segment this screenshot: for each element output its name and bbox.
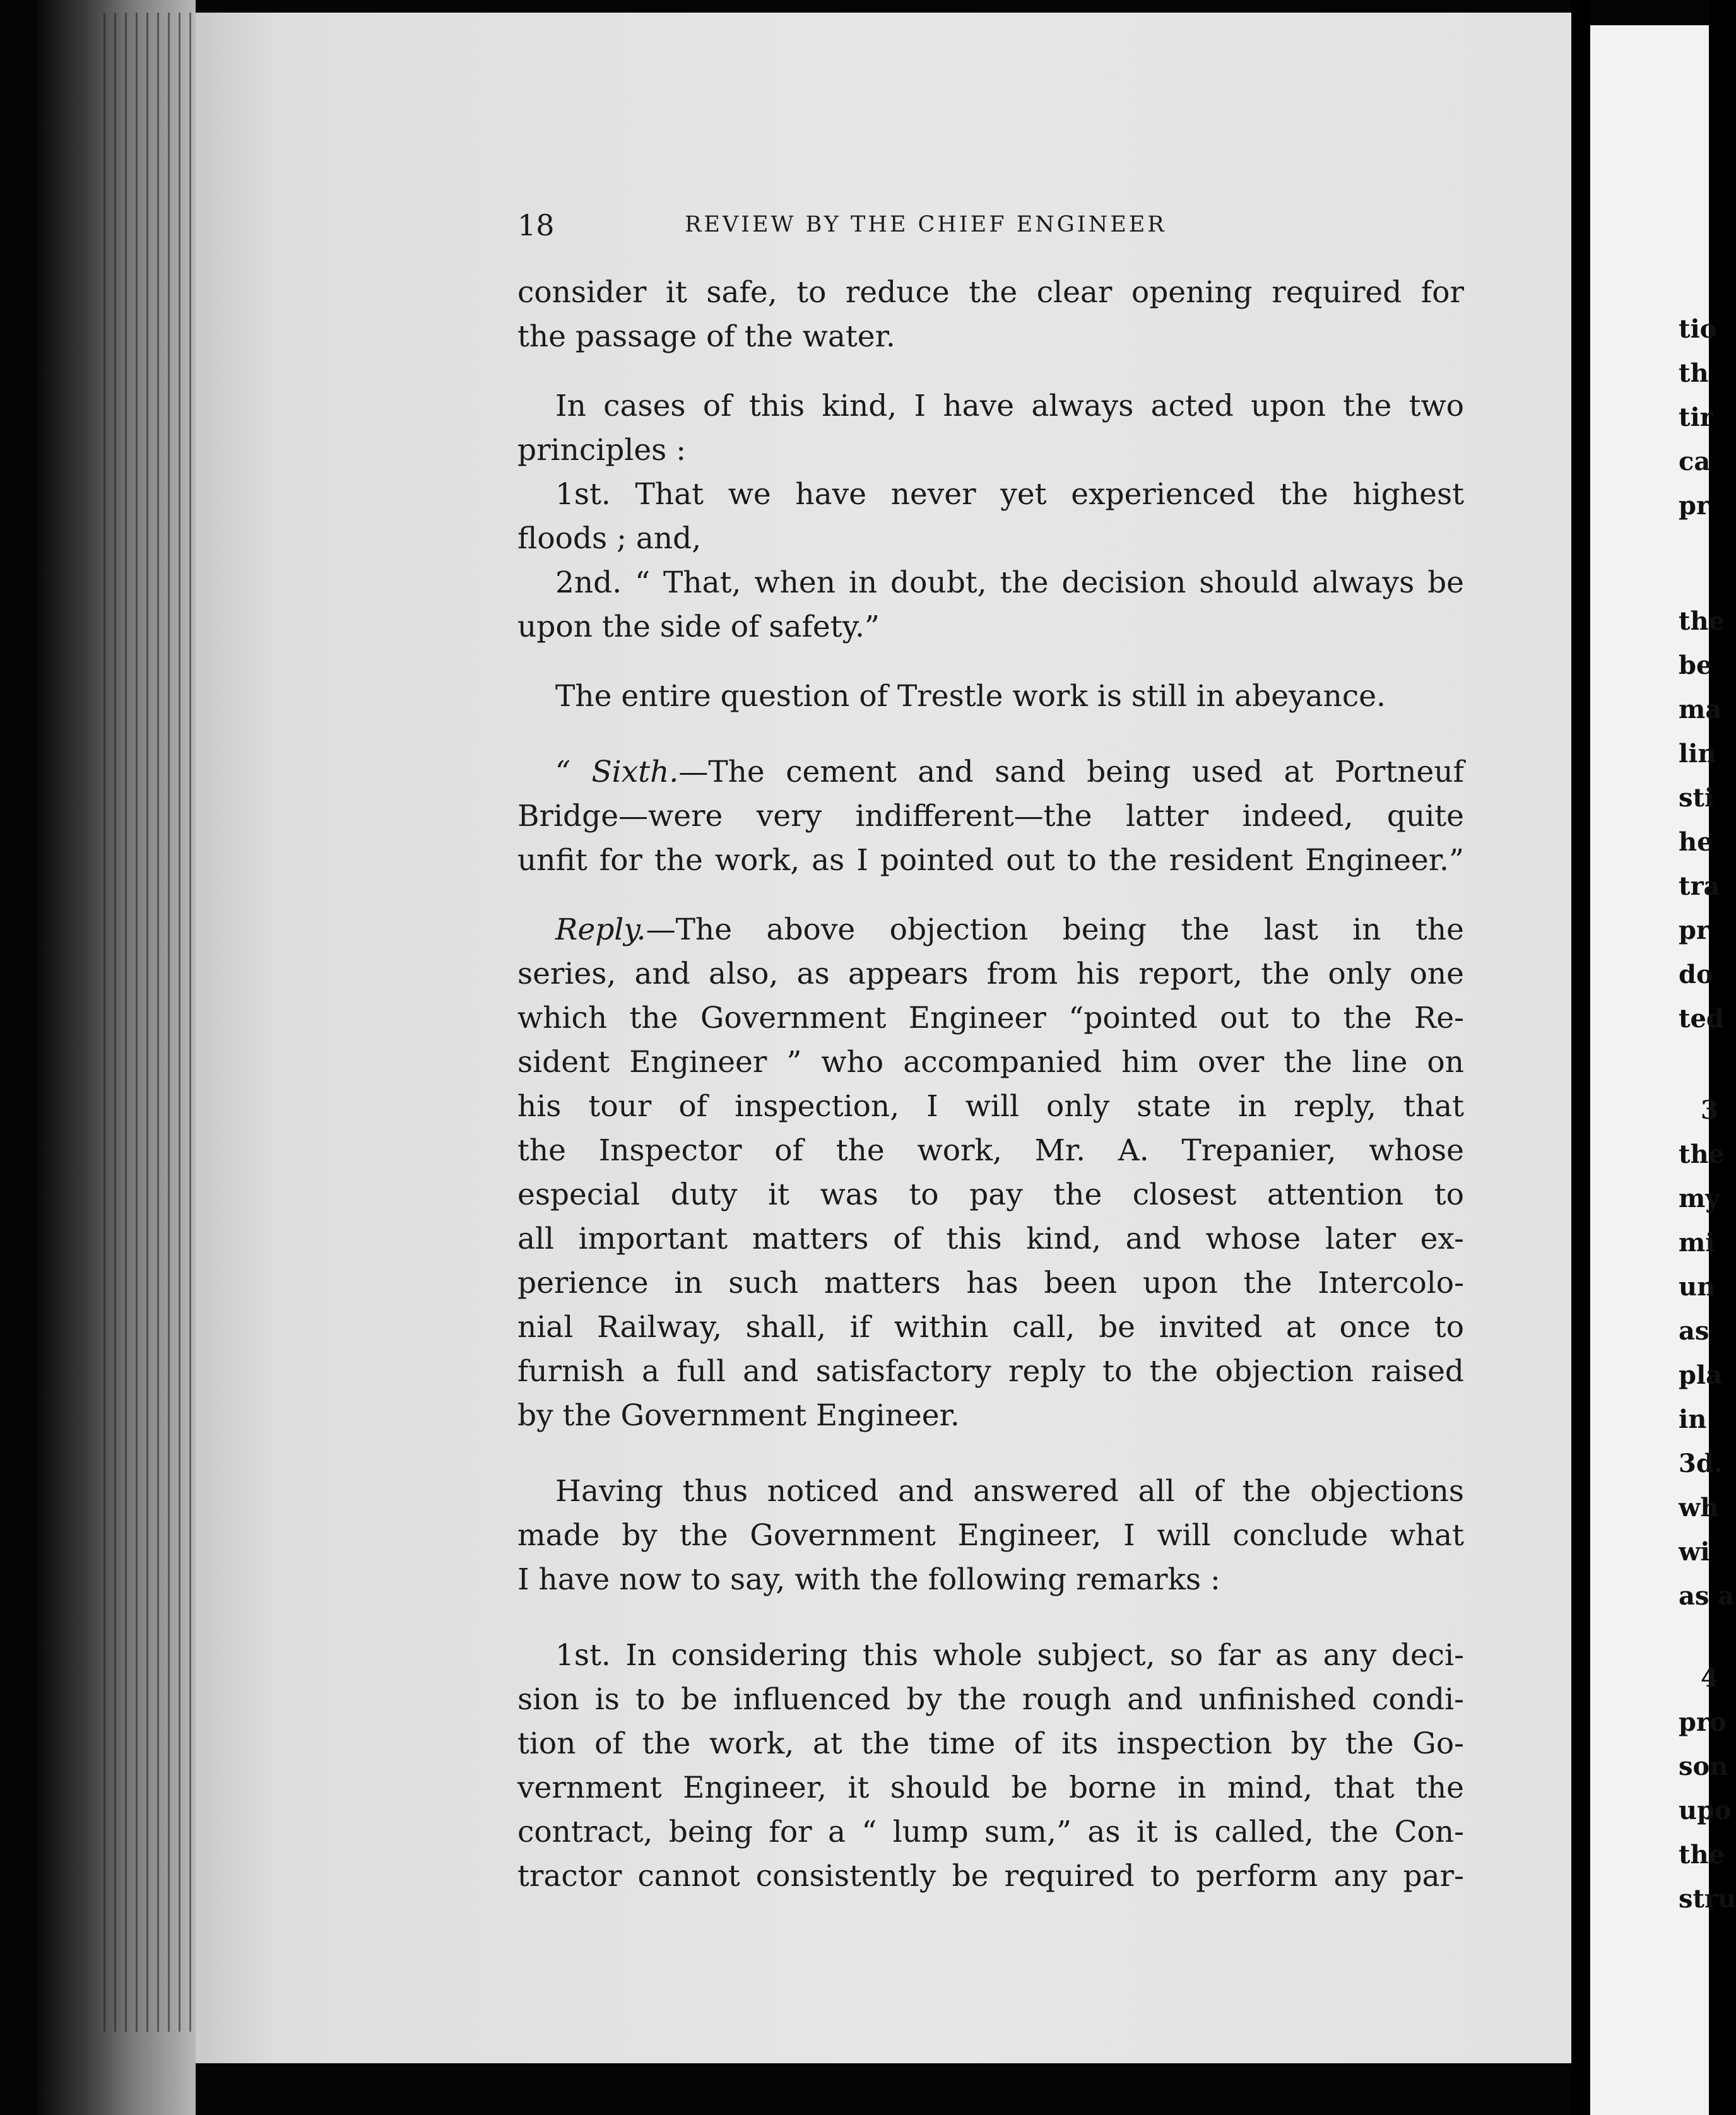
facing-fragment: mi: [1679, 1228, 1715, 1258]
facing-fragment: tir: [1679, 403, 1713, 432]
facing-fragment: as: [1679, 1316, 1709, 1346]
page-gutter: [1571, 0, 1590, 2115]
text-line: furnish a full and satisfactory reply to the objection raised: [517, 1354, 1464, 1389]
text-line: made by the Government Engineer, I will conclude what: [517, 1518, 1464, 1553]
facing-fragment: ma: [1679, 695, 1722, 724]
reply-lead: Reply.: [555, 912, 646, 947]
text-line: by the Government Engineer.: [517, 1398, 960, 1433]
text-line: In cases of this kind, I have always acted upon the two: [555, 389, 1464, 423]
text-line: series, and also, as appears from his report, the only one: [517, 957, 1464, 991]
facing-fragment: tio: [1679, 314, 1717, 344]
facing-fragment: pla: [1679, 1360, 1723, 1390]
facing-fragment: pr: [1679, 491, 1710, 521]
facing-fragment: my: [1679, 1184, 1720, 1213]
facing-fragment: the: [1679, 1140, 1725, 1169]
text-line: sion is to be influenced by the rough and unfinished condi-: [517, 1682, 1464, 1717]
facing-fragment: tra: [1679, 871, 1720, 901]
facing-fragment: son: [1679, 1752, 1728, 1781]
facing-fragment: pr: [1679, 916, 1710, 945]
page-number: 18: [517, 208, 555, 242]
text-line: which the Government Engineer “pointed out to the Re-: [517, 1001, 1464, 1035]
text-line: consider it safe, to reduce the clear opening required for: [517, 275, 1464, 310]
facing-fragment: wi: [1679, 1537, 1710, 1567]
running-head: [517, 208, 1464, 246]
facing-fragment: wh: [1679, 1493, 1719, 1523]
page-edge-lines: [95, 13, 196, 2032]
running-title: REVIEW BY THE CHIEF ENGINEER: [685, 212, 1167, 237]
text-line: 2nd. “ That, when in doubt, the decision should always be: [555, 565, 1464, 600]
text-line: principles :: [517, 433, 687, 468]
text-line: sident Engineer ” who accompanied him over the line on: [517, 1045, 1464, 1080]
text-line: the Inspector of the work, Mr. A. Trepanier, whose: [517, 1133, 1464, 1168]
text-line: contract, being for a “ lump sum,” as it is called, the Con-: [517, 1815, 1464, 1849]
text-line: tractor cannot consistently be required to perform any par-: [517, 1859, 1464, 1894]
facing-fragment: in: [1679, 1405, 1707, 1434]
facing-fragment: th: [1679, 358, 1709, 388]
text-line: perience in such matters has been upon the Intercolo-: [517, 1266, 1464, 1300]
text-line: Bridge—were very indifferent—the latter indeed, quite: [517, 799, 1464, 834]
facing-fragment: un: [1679, 1272, 1716, 1302]
facing-fragment: stru: [1679, 1884, 1736, 1914]
text-line: tion of the work, at the time of its inspection by the Go-: [517, 1726, 1464, 1761]
text-line: nial Railway, shall, if within call, be invited at once to: [517, 1310, 1464, 1345]
reply-text: —The above objection being the last in the: [646, 912, 1464, 947]
text-line: all important matters of this kind, and whose later ex-: [517, 1222, 1464, 1256]
text-line: [555, 757, 1464, 787]
text-line: I have now to say, with the following remarks :: [517, 1562, 1220, 1597]
text-line: vernment Engineer, it should be borne in mind, that the: [517, 1770, 1464, 1805]
text-line: Having thus noticed and answered all of the objections: [555, 1474, 1464, 1509]
facing-fragment: the: [1679, 606, 1725, 636]
facing-fragment: 3d.: [1679, 1449, 1723, 1478]
facing-fragment: the: [1679, 1840, 1725, 1870]
sixth-text: —The cement and sand being used at Portneuf: [678, 755, 1464, 789]
sixth-lead: “ Sixth.: [555, 755, 679, 789]
facing-fragment: 4: [1701, 1663, 1718, 1693]
facing-fragment: as a: [1679, 1581, 1735, 1611]
facing-page: [1590, 25, 1736, 2115]
facing-fragment: lin: [1679, 739, 1716, 769]
text-line: his tour of inspection, I will only state in reply, that: [517, 1089, 1464, 1124]
facing-fragment: pro: [1679, 1707, 1727, 1737]
text-line: floods ; and,: [517, 521, 702, 556]
facing-fragment: he: [1679, 827, 1713, 857]
facing-fragment: do: [1679, 960, 1713, 989]
text-line: upon the side of safety.”: [517, 610, 880, 644]
text-line: [555, 912, 1464, 947]
text-line: especial duty it was to pay the closest attention to: [517, 1177, 1464, 1212]
facing-fragment: upo: [1679, 1796, 1732, 1825]
text-line: the passage of the water.: [517, 319, 895, 354]
facing-fragment: ca: [1679, 447, 1711, 476]
text-line: 1st. In considering this whole subject, so far as any deci-: [555, 1638, 1464, 1673]
text-line: 1st. That we have never yet experienced the highest: [555, 477, 1464, 512]
facing-fragment: 3: [1701, 1095, 1718, 1125]
facing-fragment: sti: [1679, 783, 1715, 813]
facing-fragment: ted: [1679, 1004, 1724, 1034]
facing-fragment: be: [1679, 651, 1713, 680]
text-line: The entire question of Trestle work is still in abeyance.: [555, 679, 1386, 714]
text-line: unfit for the work, as I pointed out to the resident Engineer.”: [517, 843, 1464, 878]
